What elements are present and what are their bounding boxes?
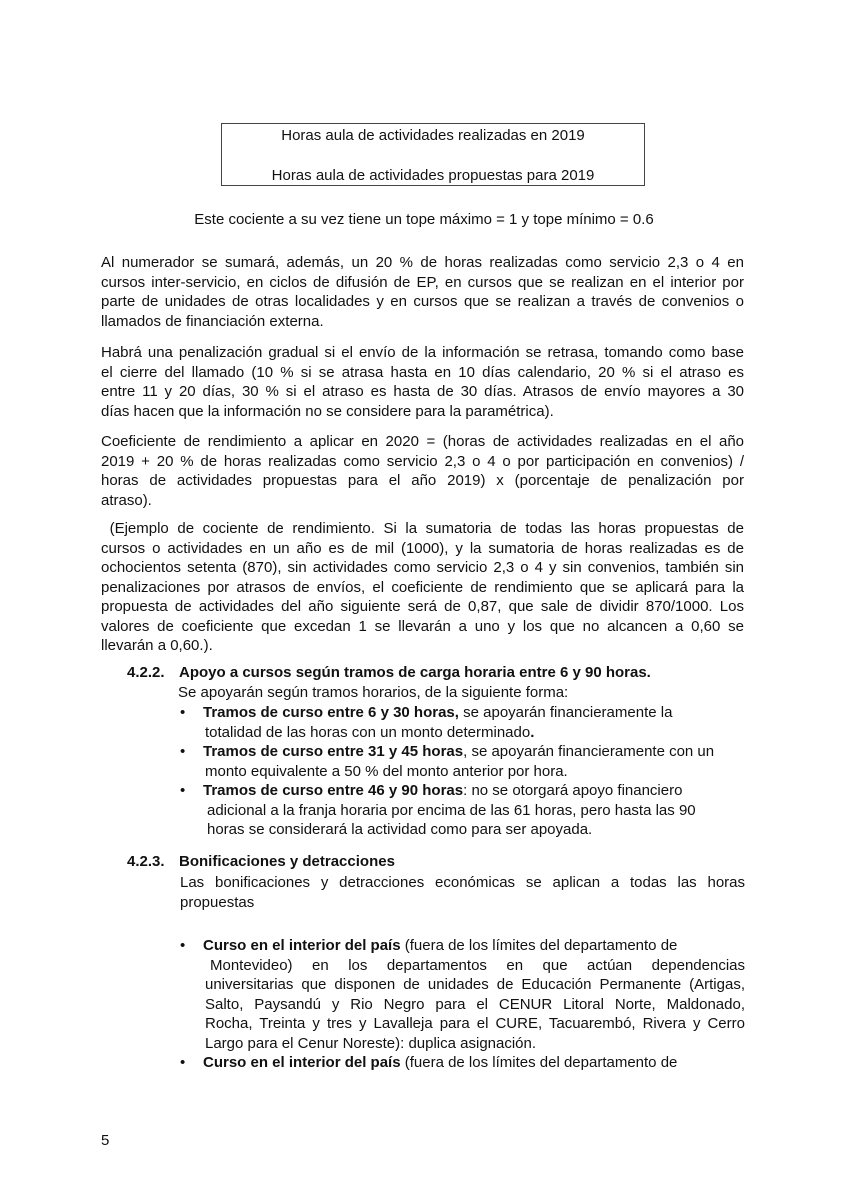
text-line: llevarán a 0,60.). — [101, 637, 213, 654]
list-item — [180, 703, 745, 742]
text-line: días hacen que la información no se considere para la paramétrica). — [101, 402, 554, 420]
list-item — [180, 1053, 745, 1073]
text: totalidad de las horas con un monto determinado — [205, 723, 531, 741]
text-line: parte de unidades de otras localidades y en cursos que se realizan a través de convenios o — [101, 293, 744, 310]
formula-caption: Este cociente a su vez tiene un tope máximo = 1 y tope mínimo = 0.6 — [194, 211, 654, 228]
bullet-icon: • — [180, 782, 186, 799]
bullet-icon: • — [180, 743, 186, 760]
text: monto equivalente a 50 % del monto anterior por hora. — [205, 762, 568, 780]
list-item — [180, 742, 745, 781]
text-line: el cierre del llamado (10 % si se atrasa hasta en 10 días calendario, 20 % si el atraso es — [101, 363, 744, 381]
bold-text: Curso en el interior del país — [203, 937, 401, 954]
section-heading-4-2-3 — [127, 852, 395, 872]
text-line: atraso). — [101, 491, 152, 509]
text-line: 2019 + 20 % de horas realizadas como servicio 2,3 o 4 o por participación en convenios) / — [101, 452, 744, 470]
section-title: Bonificaciones y detracciones — [179, 853, 395, 870]
text-line: propuestas — [180, 894, 255, 911]
bold-text: Tramos de curso entre 31 y 45 horas — [203, 743, 464, 760]
text: adicional a la franja horaria por encima de las 61 horas, pero hasta las 90 — [207, 801, 696, 819]
text-line: universitarias que disponen de unidades de Educación Permanente (Artigas, — [205, 976, 745, 993]
text-line: horas de actividades propuestas para el año 2019) x (porcentaje de penalización por — [101, 472, 744, 489]
bullet-icon: • — [180, 937, 186, 954]
text-line: cursos o actividades en un año es de mil (1000), y la sumatoria de horas realizadas es de — [101, 539, 744, 557]
text-line: llamados de financiación externa. — [101, 312, 324, 330]
bold-text: . — [530, 723, 535, 741]
text-line: propuesta de actividades del año siguiente será de 0,87, que sale de dividir 870/1000. Los — [101, 598, 744, 615]
bold-text: Tramos de curso entre 6 y 30 horas, — [203, 704, 459, 721]
formula-denominator: Horas aula de actividades propuestas para 2019 — [271, 167, 595, 184]
bullet-icon: • — [180, 1054, 186, 1071]
section-intro — [180, 873, 745, 913]
paragraph-numerator-bonus — [101, 253, 744, 331]
text: (fuera de los límites del departamento de — [400, 1054, 678, 1071]
bullet-icon: • — [180, 704, 186, 721]
text-line: Habrá una penalización gradual si el envío de la información se retrasa, tomando como base — [101, 344, 744, 361]
list-item — [180, 781, 745, 840]
paragraph-example — [101, 519, 744, 656]
list-item — [180, 936, 745, 1053]
section-title: Apoyo a cursos según tramos de carga horaria entre 6 y 90 horas. — [179, 664, 651, 681]
section-heading-4-2-2 — [127, 663, 651, 683]
text-line: penalizaciones por atrasos de envíos, el coeficiente de rendimiento que se aplicará para la — [101, 578, 744, 596]
text-line: valores de coeficiente que excedan 1 se llevarán a uno y los que no alcancen a 0,60 se — [101, 617, 744, 635]
page-number: 5 — [101, 1132, 110, 1149]
text-line: Rocha, Treinta y tres y Lavalleja para el CURE, Tacuarembó, Rivera y Cerro — [205, 1015, 745, 1032]
text-line: Montevideo) en los departamentos en que actúan dependencias — [210, 956, 745, 974]
text: se apoyarán financieramente la — [458, 704, 673, 721]
bold-text: Tramos de curso entre 46 y 90 horas — [203, 782, 464, 799]
text-line: entre 11 y 20 días, 30 % si el atraso es hasta de 30 días. Atrasos de envío mayores a 30 — [101, 383, 744, 400]
paragraph-coefficient — [101, 432, 744, 510]
text-line: Las bonificaciones y detracciones económicas se aplican a todas las horas — [180, 874, 745, 891]
text-line: (Ejemplo de cociente de rendimiento. Si la sumatoria de todas las horas propuestas de — [101, 520, 744, 537]
formula-numerator: Horas aula de actividades realizadas en 2019 — [281, 127, 585, 144]
text: horas se considerará la actividad como para ser apoyada. — [207, 821, 593, 838]
formula-box — [221, 123, 645, 186]
text-line: ochocientos setenta (870), sin actividades como servicio 2,3 o 4 y sin convenios, también sin — [101, 559, 744, 576]
text: : no se otorgará apoyo financiero — [463, 782, 683, 799]
section-number: 4.2.2. — [127, 664, 165, 681]
section-intro: Se apoyarán según tramos horarios, de la siguiente forma: — [178, 684, 569, 701]
text-line: Al numerador se sumará, además, un 20 % de horas realizadas como servicio 2,3 o 4 en — [101, 254, 744, 271]
text-line: Coeficiente de rendimiento a aplicar en 2020 = (horas de actividades realizadas en el año — [101, 433, 744, 450]
paragraph-penalty — [101, 343, 744, 421]
text: , se apoyarán financieramente con un — [463, 743, 715, 760]
section-number: 4.2.3. — [127, 853, 165, 870]
text-line: Largo para el Cenur Noreste): duplica asignación. — [205, 1034, 537, 1052]
text-line: cursos inter-servicio, en ciclos de difusión de EP, en cursos que se realizan en el interior por — [101, 273, 744, 291]
text: (fuera de los límites del departamento de — [400, 937, 678, 954]
text-line: Salto, Paysandú y Rio Negro para el CENUR Litoral Norte, Maldonado, — [205, 995, 745, 1013]
bold-text: Curso en el interior del país — [203, 1054, 401, 1071]
